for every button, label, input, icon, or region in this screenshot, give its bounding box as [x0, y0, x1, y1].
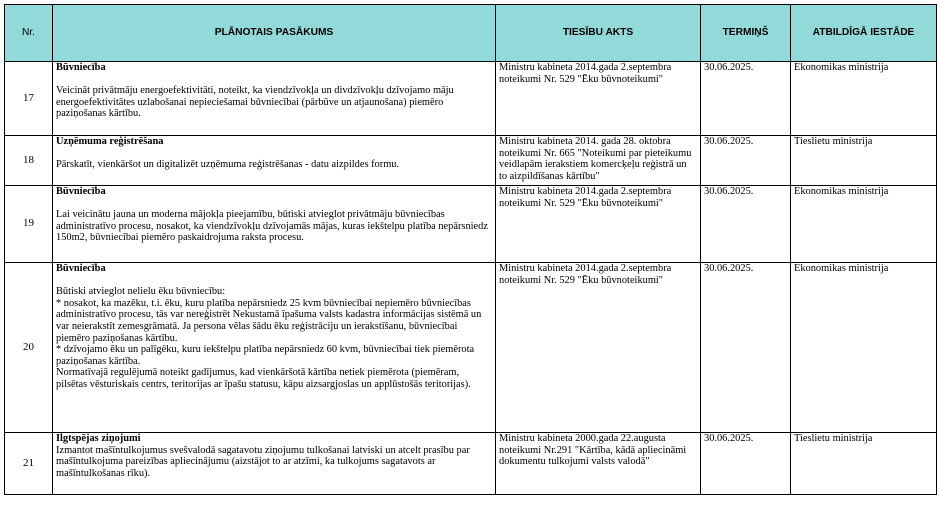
measure-text: * nosakot, ka mazēku, t.i. ēku, kuru platība nepārsniedz 25 kvm būvniecībai nepiemēro būvniecības administratīvo procesu, tās var nereģistrēt Nekustamā īpašuma valsts kadastra informācijas sistēmā un var neierakstīt zemesgrāmatā. Ja persona vēlas šādu ēku reģistrāciju un ierakstīšanu, būvniecībai piemēro paziņošanas kārtību. — [56, 297, 482, 344]
legal-act-cell: Ministru kabineta 2000.gada 22.augusta noteikumi Nr.291 "Kārtība, kādā apliecināmi dokumentu tulkojumi valsts valodā" — [496, 433, 701, 495]
measure-cell — [53, 62, 496, 136]
measure-text: Lai veicinātu jauna un moderna mājokļa pieejamību, būtiski atvieglot privātmāju būvniecības administratīvo procesu, nosakot, ka viendzīvokļu dzīvojamās mājas, kuras iekštelpu platība nepārsniedz 150m2, būvniecībai piemēro paskaidrojuma raksta procesu. — [56, 209, 488, 244]
row-number: 21 — [5, 433, 53, 495]
measure-cell — [53, 136, 496, 186]
header-legal-act: TIESĪBU AKTS — [496, 5, 701, 62]
deadline-cell: 30.06.2025. — [701, 62, 791, 136]
measure-text: Būtiski atvieglot nelielu ēku būvniecību: — [56, 286, 226, 298]
legal-act-cell: Ministru kabineta 2014.gada 2.septembra noteikumi Nr. 529 "Ēku būvnoteikumi" — [496, 186, 701, 263]
measure-text: Veicināt privātmāju energoefektivitāti, noteikt, ka viendzīvokļa un divdzīvokļu dzīvojamo māju energoefektivitātes uzlabošanai nepieciešamai būvniecībai (pārbūve un atjaunošana) piemēro paziņošanas kārtību. — [56, 85, 454, 120]
legal-act-cell: Ministru kabineta 2014. gada 28. oktobra noteikumi Nr. 665 "Noteikumi par pieteikumu veidlapām ierakstiem komercķeļu reģistrā un to aizpildīšanas kārtību" — [496, 136, 701, 186]
deadline-cell: 30.06.2025. — [701, 186, 791, 263]
measure-title: Būvniecība — [56, 186, 106, 197]
measure-text: * dzīvojamo ēku un palīgēku, kuru iekštelpu platība nepārsniedz 60 kvm, būvniecībai tiek piemērota paziņošanas kārtība. — [56, 344, 475, 367]
header-responsible-institution: ATBILDĪGĀ IESTĀDE — [791, 5, 937, 62]
measure-text: Pārskatīt, vienkāršot un digitalizēt uzņēmuma reģistrēšanas - datu aizpildes formu. — [56, 159, 400, 171]
row-number: 19 — [5, 186, 53, 263]
institution-cell: Ekonomikas ministrija — [791, 263, 937, 433]
header-deadline: TERMIŅŠ — [701, 5, 791, 62]
measure-cell — [53, 263, 496, 433]
measure-title: Būvniecība — [56, 263, 106, 274]
header-nr: Nr. — [5, 5, 53, 62]
measure-cell — [53, 186, 496, 263]
institution-cell: Ekonomikas ministrija — [791, 186, 937, 263]
institution-cell: Ekonomikas ministrija — [791, 62, 937, 136]
row-number: 17 — [5, 62, 53, 136]
row-number: 18 — [5, 136, 53, 186]
deadline-cell: 30.06.2025. — [701, 136, 791, 186]
table-row — [5, 136, 937, 186]
measure-text: Normatīvajā regulējumā noteikt gadījumus, kad vienkāršotā kārtība netiek piemērota (piemēram, pilsētas vēsturiskais centrs, teritorijas ar īpašu statusu, kāpu aizsargjoslas un applūstošās teritorijas). — [56, 367, 471, 390]
deadline-cell: 30.06.2025. — [701, 263, 791, 433]
measure-title: Ilgtspējas ziņojumi — [56, 433, 141, 444]
measure-title: Uzņēmuma reģistrēšana — [56, 136, 164, 147]
row-number: 20 — [5, 263, 53, 433]
measure-title: Būvniecība — [56, 62, 106, 73]
header-planned-measure: PLĀNOTAIS PASĀKUMS — [53, 5, 496, 62]
measures-table-container — [4, 4, 936, 495]
measure-cell — [53, 433, 496, 495]
legal-act-cell: Ministru kabineta 2014.gada 2.septembra noteikumi Nr. 529 "Ēku būvnoteikumi" — [496, 62, 701, 136]
table-header-row — [5, 5, 937, 62]
institution-cell: Tieslietu ministrija — [791, 136, 937, 186]
table-row — [5, 433, 937, 495]
institution-cell: Tieslietu ministrija — [791, 433, 937, 495]
table-row — [5, 62, 937, 136]
legal-act-cell: Ministru kabineta 2014.gada 2.septembra noteikumi Nr. 529 "Ēku būvnoteikumi" — [496, 263, 701, 433]
measures-table — [4, 4, 937, 495]
deadline-cell: 30.06.2025. — [701, 433, 791, 495]
table-row — [5, 263, 937, 433]
measure-text: Izmantot mašīntulkojumus svešvalodā sagatavotu ziņojumu tulkošanai latviski un atcelt prasību par mašīntulkojuma pareizības apliecinājumu (aizstājot to ar atzīmi, ka tulkojums sagatavots ar mašīntulkošanas rīku). — [56, 444, 470, 479]
table-row — [5, 186, 937, 263]
